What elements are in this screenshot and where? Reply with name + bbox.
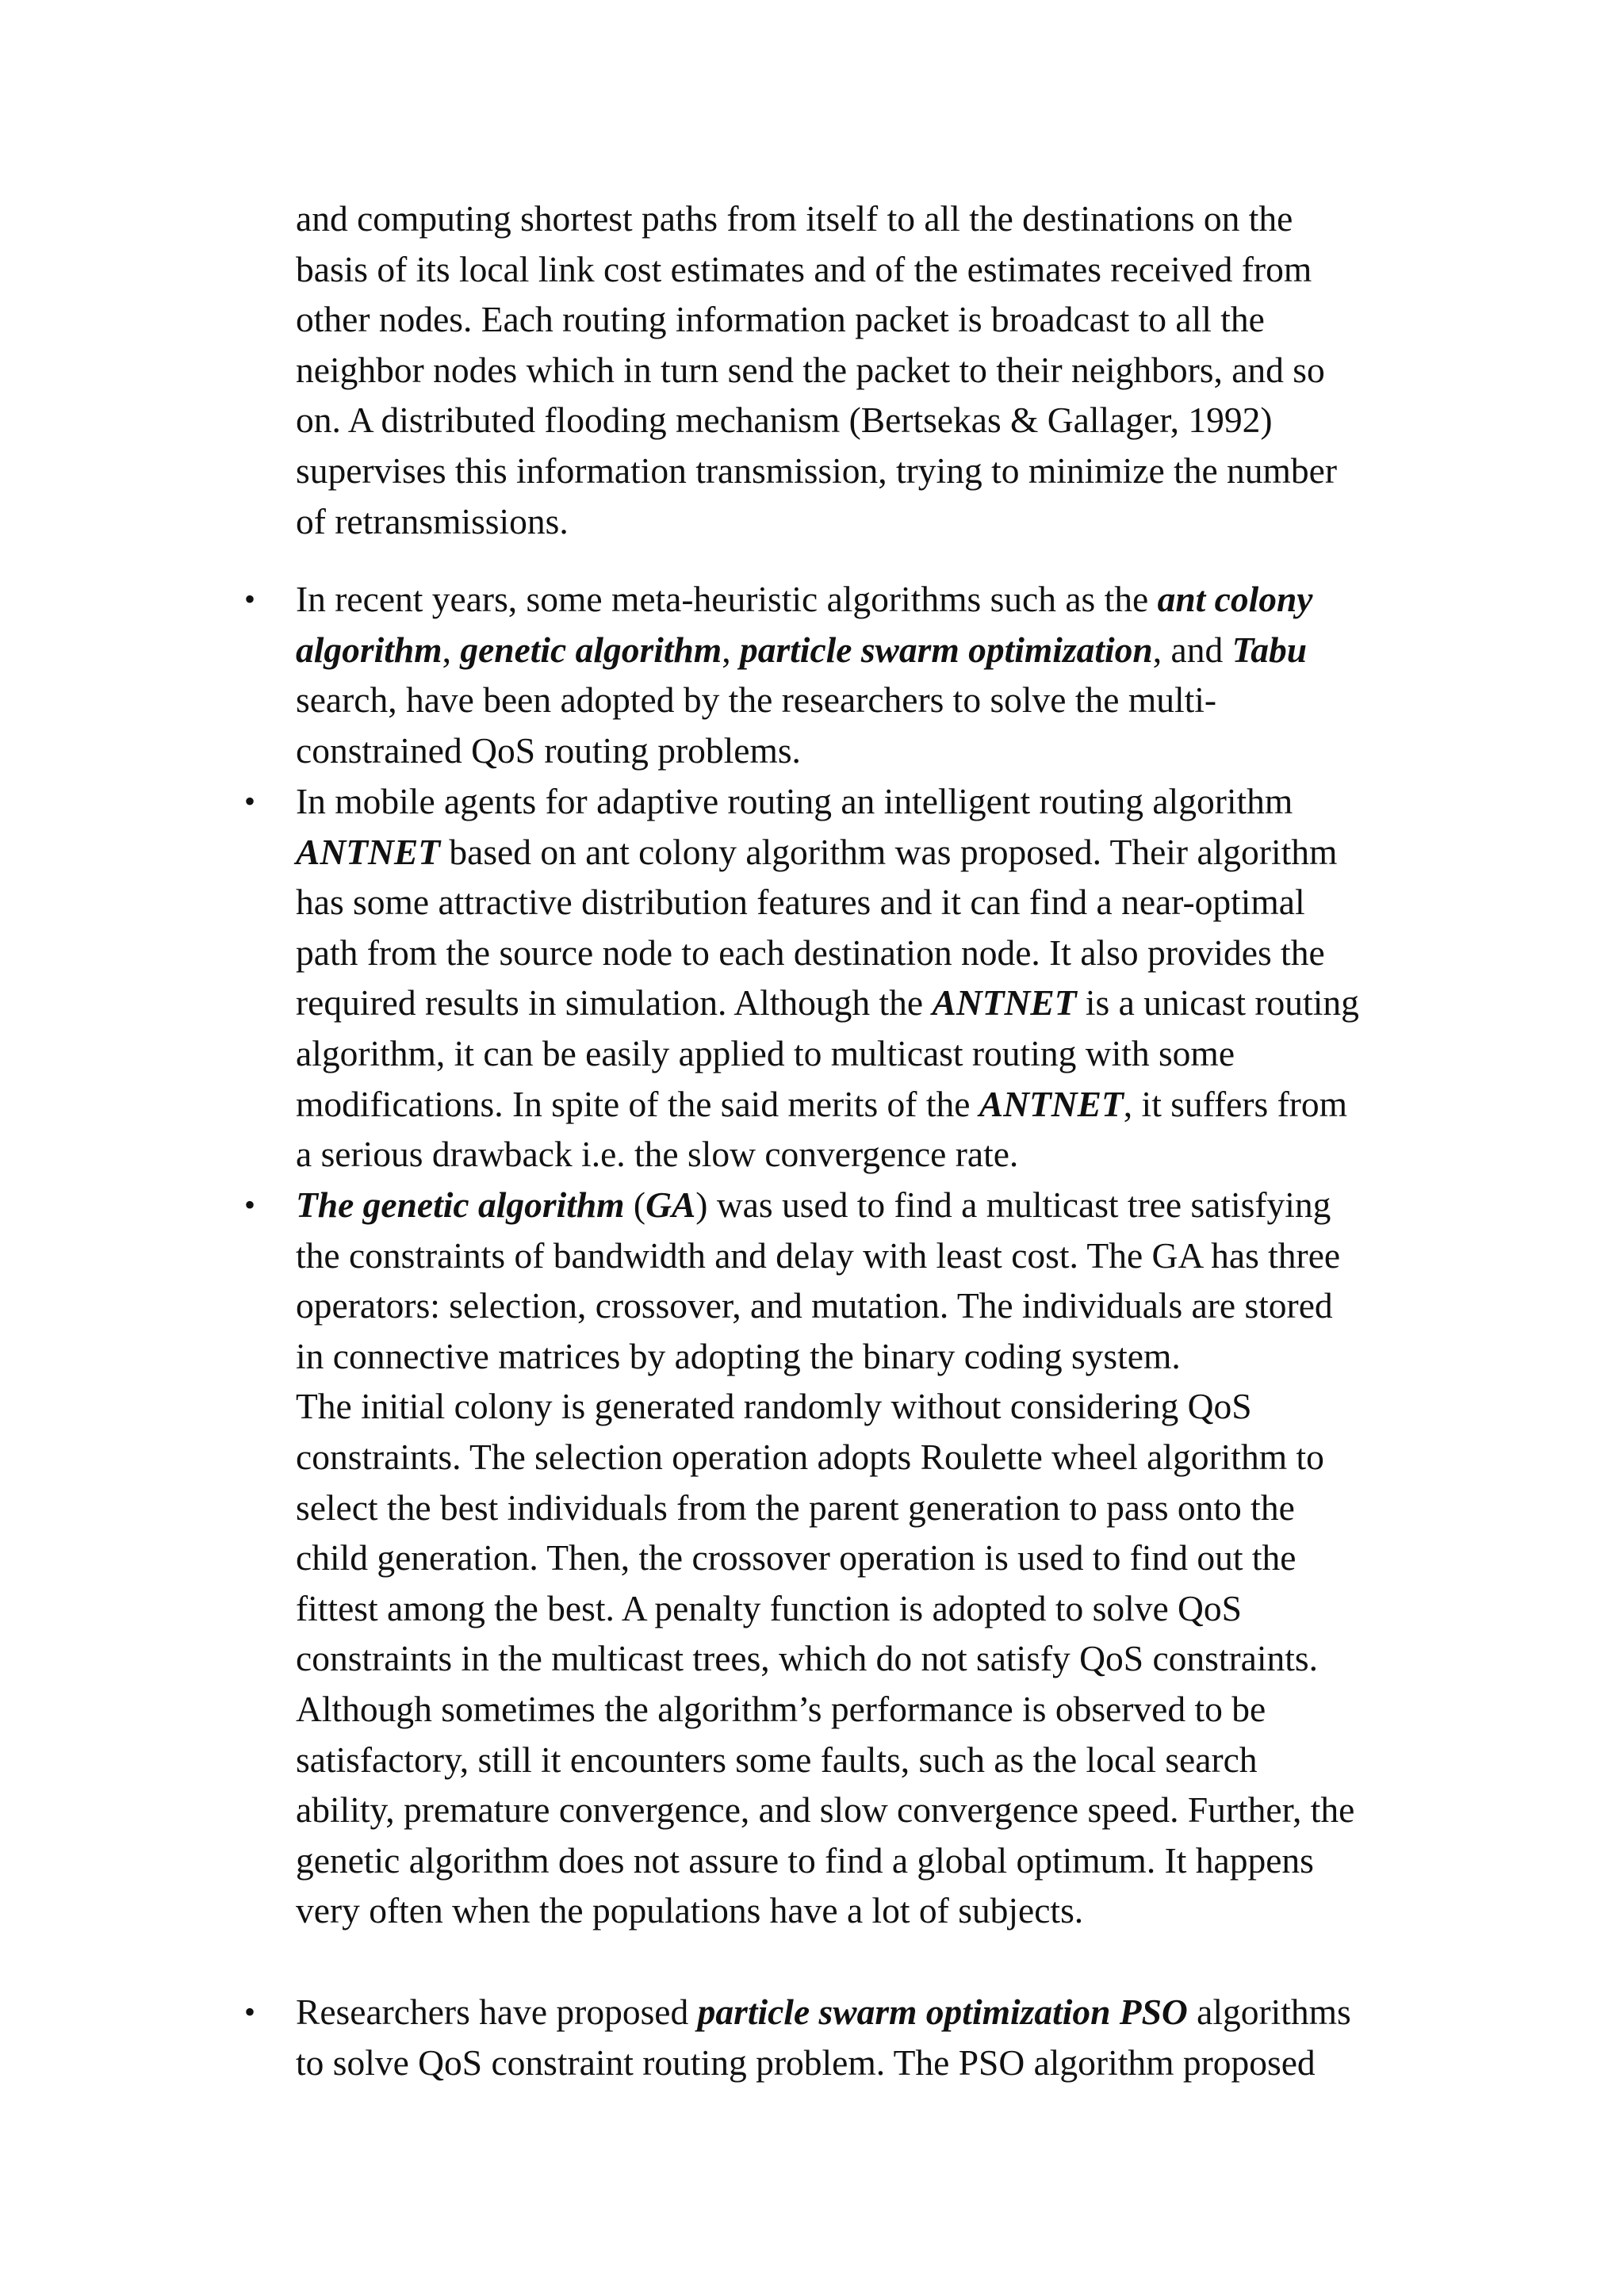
- text-line: [296, 1583, 1454, 1634]
- paragraph-intro: [296, 193, 1454, 546]
- text-line: [296, 675, 1454, 725]
- text-run: ,: [722, 629, 740, 670]
- emphasis-term: ANTNET: [932, 982, 1077, 1024]
- text-line: [296, 345, 1454, 396]
- text-run: The initial colony is generated randomly without considering QoS: [296, 1386, 1252, 1427]
- text-line: [296, 1885, 1454, 1936]
- text-run: and computing shortest paths from itself to all the destinations on the: [296, 198, 1293, 239]
- text-run: in connective matrices by adopting the binary coding system.: [296, 1335, 1181, 1376]
- text-run: path from the source node to each destination node. It also provides the: [296, 932, 1325, 973]
- text-run: very often when the populations have a lot of subjects.: [296, 1890, 1084, 1931]
- text-line: [296, 827, 1454, 878]
- text-run: of retransmissions.: [296, 500, 569, 541]
- text-run: select the best individuals from the parent generation to pass onto the: [296, 1487, 1295, 1528]
- text-run: satisfactory, still it encounters some faults, such as the local search: [296, 1739, 1258, 1780]
- text-run: required results in simulation. Although the: [296, 982, 933, 1024]
- emphasis-term: The genetic algorithm: [296, 1184, 625, 1225]
- emphasis-term: genetic algorithm: [460, 629, 722, 670]
- text-run: has some attractive distribution features and it can find a near-optimal: [296, 882, 1305, 923]
- text-line: [296, 395, 1454, 446]
- emphasis-term: Tabu: [1231, 629, 1307, 670]
- text-line: [296, 1835, 1454, 1886]
- text-run: (: [624, 1184, 646, 1225]
- text-line: [296, 978, 1454, 1028]
- text-line: [296, 294, 1454, 345]
- emphasis-term: particle swarm optimization: [739, 629, 1153, 670]
- text-run: is a unicast routing: [1076, 982, 1359, 1024]
- text-run: child generation. Then, the crossover operation is used to find out the: [296, 1537, 1297, 1578]
- emphasis-term: ant colony: [1157, 579, 1313, 619]
- text-run: Although sometimes the algorithm’s performance is observed to be: [296, 1688, 1266, 1729]
- paragraph-meta-heuristic: [296, 574, 1454, 775]
- text-run: ,: [442, 629, 461, 670]
- text-line: [296, 193, 1454, 244]
- text-line: [296, 1230, 1454, 1281]
- text-line: [296, 1483, 1454, 1533]
- paragraph-antnet: [296, 776, 1454, 1180]
- text-line: [296, 1180, 1454, 1230]
- text-line: [296, 574, 1454, 625]
- text-line: [296, 2038, 1454, 2088]
- text-run: Researchers have proposed: [296, 1992, 698, 2032]
- text-run: a serious drawback i.e. the slow convergence rate.: [296, 1134, 1019, 1175]
- text-line: [296, 1785, 1454, 1835]
- text-run: supervises this information transmission, trying to minimize the number: [296, 450, 1338, 491]
- text-line: [296, 1533, 1454, 1583]
- text-run: constraints in the multicast trees, which do not satisfy QoS constraints.: [296, 1638, 1318, 1679]
- text-run: In mobile agents for adaptive routing an intelligent routing algorithm: [296, 781, 1293, 821]
- text-line: [296, 625, 1454, 675]
- text-run: ) was used to find a multicast tree satisfying: [695, 1184, 1331, 1225]
- text-line: [296, 1684, 1454, 1735]
- text-run: fittest among the best. A penalty function is adopted to solve QoS: [296, 1587, 1242, 1628]
- text-run: basis of its local link cost estimates and of the estimates received from: [296, 248, 1312, 289]
- text-run: search, have been adopted by the researchers to solve the multi-: [296, 679, 1217, 721]
- text-line: [296, 446, 1454, 496]
- emphasis-term: particle swarm optimization PSO: [697, 1992, 1188, 2032]
- text-run: based on ant colony algorithm was proposed. Their algorithm: [440, 831, 1338, 872]
- text-run: algorithms: [1187, 1992, 1351, 2032]
- paragraph-pso: [296, 1987, 1454, 2087]
- text-line: [296, 725, 1454, 776]
- text-run: , it suffers from: [1123, 1083, 1348, 1124]
- text-line: [296, 1280, 1454, 1331]
- emphasis-term: ANTNET: [979, 1083, 1124, 1124]
- emphasis-term: algorithm: [296, 629, 442, 670]
- text-line: [296, 1129, 1454, 1180]
- text-line: [296, 1079, 1454, 1130]
- text-line: [296, 776, 1454, 827]
- text-line: [296, 1987, 1454, 2038]
- text-line: [296, 1381, 1454, 1432]
- text-line: [296, 928, 1454, 978]
- text-run: other nodes. Each routing information packet is broadcast to all the: [296, 299, 1265, 340]
- paragraph-genetic: [296, 1180, 1454, 1936]
- text-line: [296, 1028, 1454, 1079]
- text-line: [296, 1432, 1454, 1483]
- text-run: genetic algorithm does not assure to find a global optimum. It happens: [296, 1839, 1314, 1881]
- text-run: operators: selection, crossover, and mutation. The individuals are stored: [296, 1285, 1333, 1326]
- text-run: the constraints of bandwidth and delay with least cost. The GA has three: [296, 1234, 1341, 1276]
- text-run: constraints. The selection operation adopts Roulette wheel algorithm to: [296, 1436, 1324, 1477]
- text-line: [296, 1331, 1454, 1382]
- text-line: [296, 244, 1454, 295]
- text-run: ability, premature convergence, and slow convergence speed. Further, the: [296, 1789, 1355, 1831]
- text-line: [296, 496, 1454, 547]
- emphasis-term: ANTNET: [296, 831, 440, 872]
- text-line: [296, 877, 1454, 928]
- emphasis-term: GA: [645, 1184, 696, 1225]
- text-run: to solve QoS constraint routing problem. The PSO algorithm proposed: [296, 2042, 1316, 2083]
- bullet-point: •: [244, 783, 256, 819]
- bullet-point: •: [244, 1187, 256, 1223]
- text-run: neighbor nodes which in turn send the packet to their neighbors, and so: [296, 349, 1325, 390]
- bullet-point: •: [244, 581, 256, 617]
- text-run: on. A distributed flooding mechanism (Bertsekas & Gallager, 1992): [296, 400, 1273, 441]
- text-line: [296, 1735, 1454, 1785]
- text-run: constrained QoS routing problems.: [296, 729, 801, 771]
- text-run: algorithm, it can be easily applied to multicast routing with some: [296, 1032, 1235, 1073]
- bullet-point: •: [244, 1994, 256, 2030]
- text-run: , and: [1152, 629, 1232, 670]
- text-line: [296, 1633, 1454, 1684]
- text-run: In recent years, some meta-heuristic algorithms such as the: [296, 579, 1158, 619]
- text-run: modifications. In spite of the said merits of the: [296, 1083, 979, 1124]
